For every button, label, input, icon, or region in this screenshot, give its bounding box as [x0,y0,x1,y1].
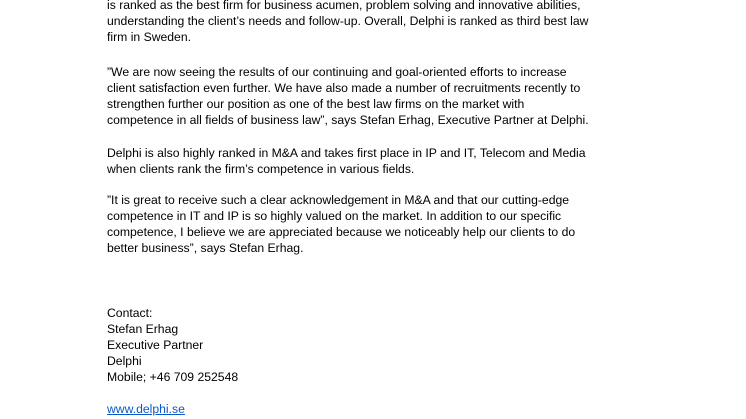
text-line: firm in Sweden. [107,30,191,44]
text-line: better business”, says Stefan Erhag. [107,241,304,255]
contact-title: Executive Partner [107,338,204,352]
text-line: understanding the client’s needs and follow-up. Overall, Delphi is ranked as third best law [107,14,589,28]
quote-paragraph-2 [107,192,597,256]
contact-company: Delphi [107,354,142,368]
text-line: ”It is great to receive such a clear acknowledgement in M&A and that our cutting-edge [107,193,570,207]
text-line: strengthen further our position as one of the best law firms on the market with [107,97,525,111]
contact-mobile: Mobile; +46 709 252548 [107,370,239,384]
contact-heading: Contact: [107,306,153,320]
text-line: is ranked as the best firm for business acumen, problem solving and innovative abilities, [107,0,581,12]
text-line: client satisfaction even further. We have also made a number of recruitments recently to [107,81,581,95]
contact-name: Stefan Erhag [107,322,179,336]
text-line: competence, I believe we are appreciated because we noticeably help our clients to do [107,225,576,239]
contact-block [107,305,597,385]
quote-paragraph-1 [107,64,597,128]
website-link[interactable]: www.delphi.se [107,402,185,416]
text-line: competence in IT and IP is so highly valued on the market. In addition to our specific [107,209,562,223]
intro-paragraph [107,0,597,45]
text-line: ”We are now seeing the results of our continuing and goal-oriented efforts to increase [107,65,567,79]
text-line: competence in all fields of business law”, says Stefan Erhag, Executive Partner at Delphi. [107,113,589,127]
ranking-paragraph [107,145,597,177]
website-block [107,401,597,417]
text-line: when clients rank the firm’s competence in various fields. [107,162,415,176]
text-line: Delphi is also highly ranked in M&A and takes first place in IP and IT, Telecom and Media [107,146,586,160]
